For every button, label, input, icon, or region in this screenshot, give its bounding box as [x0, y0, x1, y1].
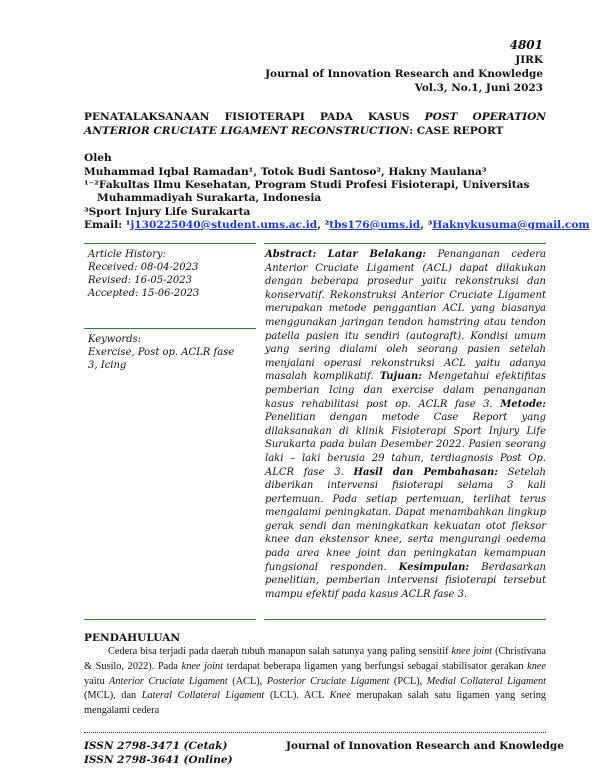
keywords-heading: Keywords:	[88, 334, 142, 345]
rule-left-top	[84, 243, 256, 244]
journal-abbr: JIRK	[515, 54, 543, 66]
affiliation-1: ¹⁻²Fakultas Ilmu Kesehatan, Program Studi Profesi Fisioterapi, Universitas	[84, 179, 530, 191]
keywords	[88, 333, 258, 372]
rule-right-top	[264, 243, 546, 244]
keywords-text: Exercise, Post op. ACLR fase 3, Icing	[88, 347, 235, 371]
author-names: Muhammad Iqbal Ramadan¹, Totok Budi Santoso², Hakny Maulana³	[84, 166, 487, 178]
article-title: PENATALAKSANAAN FISIOTERAPI PADA KASUS POST OPERATION ANTERIOR CRUCIATE LIGAMENT RECONSTRUCTION: CASE REPORT	[84, 111, 546, 137]
history-heading: Article History:	[88, 249, 167, 260]
intro-paragraph: Cedera bisa terjadi pada daerah tubuh manapun salah satunya yang paling sensitif knee joint (Christivana & Susilo, 2022). Pada knee joint terdapat beberapa ligamen yang berfungsi sebagai stabilisator gerakan knee yaitu Anterior Cruciate Ligament (ACL), Posterior Cruciate Ligament (PCL), Medial Collateral Ligament (MCL), dan Lateral Collateral Ligament (LCL). ACL Knee merupakan salah satu ligamen yang sering mengalami cedera	[84, 646, 546, 717]
journal-volume: Vol.3, No.1, Juni 2023	[414, 82, 543, 94]
affiliation-1-line2: Muhammadiyah Surakarta, Indonesia	[97, 192, 322, 204]
issn-print: ISSN 2798-3471 (Cetak)	[84, 740, 228, 752]
rule-left-bottom	[84, 619, 256, 620]
abstract: Abstract: Latar Belakang: Penanganan cedera Anterior Cruciate Ligament (ACL) dapat dilakukan dengan beberapa prosedur yaitu rekonstruksi dan konservatif. Rekonstruksi Anterior Cruciate Ligament merupakan metode penggantian ACL yang biasanya menggunakan jaringan tendon hamstring atau tendon patella pasien itu sendiri (autograft). Kondisi umum yang sering dialami oleh seorang pasien setelah menjalani operasi rekonstruksi ACL yaitu adanya masalah komplikatif. Tujuan: Mengetahui efektifitas pemberian Icing dan exercise dalam penanganan kasus rehabilitasi post op. ACLR fase 3. Metode: Penelitian dengan metode Case Report yang dilaksanakan di klinik Fisioterapi Sport Injury Life Surakarta pada bulan Desember 2022. Pasien seorang laki – laki berusia 29 tahun, terdiagnosis Post Op. ALCR fase 3. Hasil dan Pembahasan: Setelah diberikan intervensi fisioterapi selama 3 kali pertemuan. Pada setiap pertemuan, terlihat terus mengalami peningkatan. Dapat menambahkan lingkup gerak sendi dan meningkatkan kekuatan otot fleksor knee dan ekstensor knee, serta mengurangi oedema pada area knee joint dan peningkatan kemampuan fungsional responden. Kesimpulan: Berdasarkan penelitian, pemberian intervensi fisioterapi tersebut mampu efektif pada kasus ACLR fase 3.	[265, 249, 546, 600]
issn-online: ISSN 2798-3641 (Online)	[84, 754, 233, 766]
history-accepted: Accepted: 15-06-2023	[88, 288, 200, 299]
rule-left-mid	[84, 328, 256, 329]
footer-journal-name: Journal of Innovation Research and Knowledge	[286, 740, 564, 752]
history-received: Received: 08-04-2023	[88, 262, 199, 273]
affiliation-2: ³Sport Injury Life Surakarta	[84, 206, 251, 218]
section-heading-pendahuluan: PENDAHULUAN	[84, 632, 181, 644]
rule-right-bottom	[264, 619, 546, 620]
page-number: 4801	[509, 38, 543, 52]
author-emails: Email: ¹j130225040@student.ums.ac.id, ²tbs176@ums.id, ³Haknykusuma@gmail.com	[84, 219, 590, 231]
email-link-1[interactable]: j130225040@student.ums.ac.id	[130, 219, 318, 231]
journal-name: Journal of Innovation Research and Knowledge	[265, 68, 543, 80]
email-link-2[interactable]: tbs176@ums.id	[329, 219, 421, 231]
history-revised: Revised: 16-05-2023	[88, 275, 192, 286]
oleh-label: Oleh	[84, 152, 112, 164]
article-history	[88, 248, 258, 300]
footer-rule	[84, 732, 546, 733]
email-link-3[interactable]: Haknykusuma@gmail.com	[432, 219, 590, 231]
